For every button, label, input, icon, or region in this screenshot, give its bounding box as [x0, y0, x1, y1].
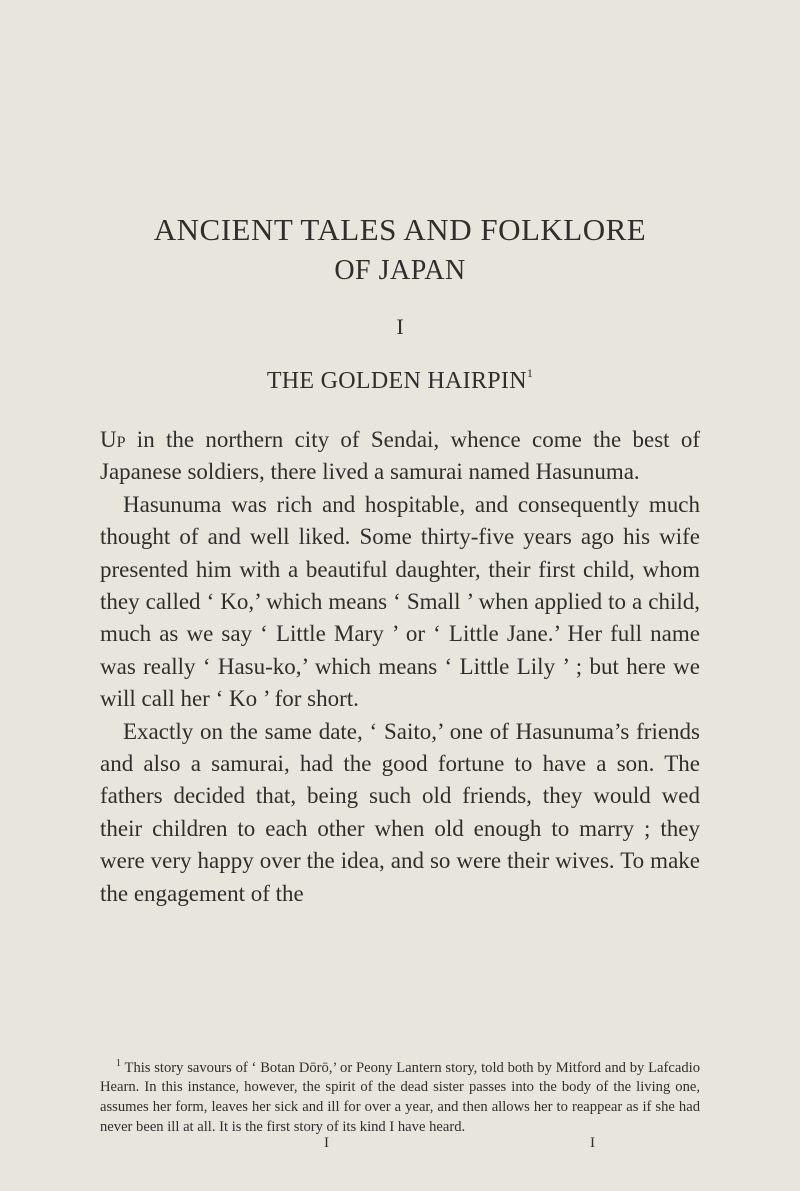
opening-word: Up	[100, 427, 126, 452]
chapter-number: I	[396, 314, 404, 339]
chapter-title	[0, 368, 800, 395]
book-title-line1: ANCIENT TALES AND FOLKLORE	[153, 212, 647, 247]
folio-left: I	[324, 1135, 329, 1151]
chapter-title-text: THE GOLDEN HAIRPIN	[266, 368, 527, 394]
paragraph-1	[100, 424, 700, 489]
paragraph-2: Hasunuma was rich and hospitable, and consequently much thought of and well liked. Some thirty-five years ago his wife presented him with a beautiful daughter, their first child, whom they called ‘ Ko,’ which means ‘ Small ’ when applied to a child, much as we say ‘ Little Mary ’ or ‘ Little Jane.’ Her full name was really ‘ Hasu-ko,’ which means ‘ Little Lily ’ ; but here we will call her ‘ Ko ’ for short.	[100, 491, 700, 712]
body-text	[100, 424, 700, 910]
chapter-footnote-mark: 1	[526, 366, 534, 380]
paragraph-3: Exactly on the same date, ‘ Saito,’ one of Hasunuma’s friends and also a samurai, had the good fortune to have a son. The fathers decided that, being such old friends, they would wed their children to each other when old enough to marry ; they were very happy over the idea, and so were their wives. To make the engagement of the	[100, 718, 700, 906]
book-title-line2: OF JAPAN	[334, 255, 466, 286]
footnote	[100, 1054, 700, 1137]
folio-right: I	[590, 1135, 595, 1151]
footnote-paragraph	[100, 1054, 700, 1137]
footnote-text: This story savours of ‘ Botan Dōrō,’ or Peony Lantern story, told both by Mitford and by Lafcadio Hearn. In this instance, however, the spirit of the dead sister passes into the body of the living one, assumes her form, leaves her sick and ill for over a year, and then allows her to reappear as if she had never been ill at all. It is the first story of its kind I have heard.	[100, 1059, 700, 1135]
footnote-mark: 1	[116, 1058, 121, 1069]
paragraph-1-text: in the northern city of Sendai, whence come the best of Japanese soldiers, there lived a samurai named Hasunuma.	[100, 427, 700, 485]
